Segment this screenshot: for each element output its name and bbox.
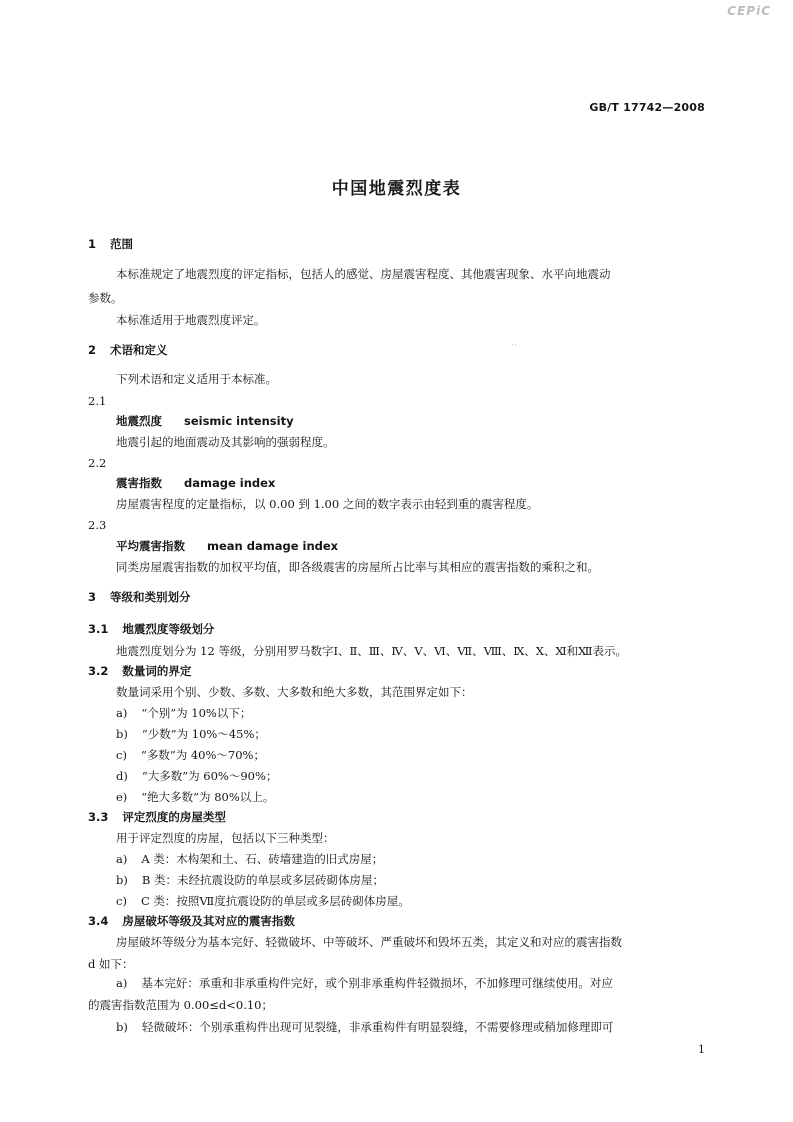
list-item: [116, 727, 266, 741]
list-label: c): [116, 894, 127, 908]
list-text: A 类：木构架和土、石、砖墙建造的旧式房屋；: [141, 852, 384, 866]
section-2-intro: 下列术语和定义适用于本标准。: [116, 372, 277, 386]
list-text: B 类：未经抗震设防的单层或多层砖砌体房屋；: [141, 873, 384, 887]
list-label: c): [116, 748, 127, 762]
clause-2-1-definition: 地震引起的地面震动及其影响的强弱程度。: [116, 435, 335, 449]
list-text: 基本完好：承重和非承重构件完好，或个别非承重构件轻微损坏，不加修理可继续使用。对应: [141, 976, 613, 990]
list-item: [116, 976, 613, 990]
section-1-paragraph-1-cont: 参数。: [88, 291, 123, 305]
list-label: b): [116, 1020, 128, 1034]
term-zh: 平均震害指数: [116, 539, 185, 553]
list-item: [116, 873, 384, 887]
clause-2-3-term: [116, 539, 338, 553]
section-2-heading: [88, 343, 168, 357]
clause-3-4-number: 3.4: [88, 914, 109, 928]
section-1-heading: [88, 237, 133, 251]
clause-3-2-intro: 数量词采用个别、少数、多数、大多数和绝大多数，其范围界定如下：: [116, 685, 473, 699]
list-text: “少数”为 10%～45%；: [141, 727, 266, 741]
clause-3-1-title: 地震烈度等级划分: [122, 622, 215, 636]
section-2-title: 术语和定义: [110, 343, 168, 357]
section-3-title: 等级和类别划分: [110, 590, 191, 604]
list-item: [116, 706, 251, 720]
clause-2-3-definition: 同类房屋震害指数的加权平均值，即各级震害的房屋所占比率与其相应的震害指数的乘积之和。: [116, 560, 599, 574]
clause-3-2-heading: [88, 664, 191, 678]
list-text: “绝大多数”为 80%以上。: [141, 790, 275, 804]
clause-3-3-intro: 用于评定烈度的房屋，包括以下三种类型：: [116, 831, 335, 845]
list-label: d): [116, 769, 128, 783]
list-label: a): [116, 852, 128, 866]
list-text: C 类：按照Ⅶ度抗震设防的单层或多层砖砌体房屋。: [140, 894, 410, 908]
section-3-number: 3: [88, 590, 97, 604]
term-zh: 震害指数: [116, 476, 162, 490]
document-title: 中国地震烈度表: [331, 179, 462, 199]
section-1-title: 范围: [110, 237, 134, 251]
term-zh: 地震烈度: [116, 414, 162, 428]
clause-3-1-number: 3.1: [88, 622, 109, 636]
stray-mark: ˋˋ: [511, 344, 518, 352]
clause-3-4-heading: [88, 914, 295, 928]
clause-3-2-title: 数量词的界定: [122, 664, 192, 678]
list-item: [116, 769, 277, 783]
list-item: [116, 852, 383, 866]
term-en: mean damage index: [207, 539, 339, 553]
clause-3-4-title: 房屋破坏等级及其对应的震害指数: [122, 914, 295, 928]
clause-2-1-number: 2.1: [88, 394, 107, 408]
term-en: seismic intensity: [184, 414, 294, 428]
section-2-number: 2: [88, 343, 97, 357]
list-item-cont: 的震害指数范围为 0.00≤d<0.10；: [88, 998, 273, 1012]
list-label: b): [116, 873, 128, 887]
section-1-paragraph-2: 本标准适用于地震烈度评定。: [116, 313, 266, 327]
clause-3-4-intro: 房屋破坏等级分为基本完好、轻微破坏、中等破坏、严重破坏和毁坏五类，其定义和对应的震害指数: [116, 935, 622, 949]
clause-3-3-title: 评定烈度的房屋类型: [122, 810, 226, 824]
clause-2-2-number: 2.2: [88, 456, 107, 470]
clause-3-3-number: 3.3: [88, 810, 109, 824]
list-item: [116, 1020, 613, 1034]
list-text: “大多数”为 60%～90%；: [141, 769, 278, 783]
clause-2-2-term: [116, 476, 275, 490]
section-3-heading: [88, 590, 191, 604]
clause-2-2-definition: 房屋震害程度的定量指标，以 0.00 到 1.00 之间的数字表示由轻到重的震害程度。: [116, 497, 539, 511]
clause-2-3-number: 2.3: [88, 518, 107, 532]
list-label: e): [116, 790, 128, 804]
list-label: b): [116, 727, 128, 741]
clause-3-1-heading: [88, 622, 214, 636]
clause-3-3-heading: [88, 810, 226, 824]
standard-number: GB/T 17742—2008: [589, 101, 705, 114]
list-item: [116, 894, 410, 908]
list-item: [116, 790, 274, 804]
page-number: 1: [698, 1043, 705, 1056]
list-text: “个别”为 10%以下；: [141, 706, 252, 720]
clause-3-4-intro-cont: d 如下：: [88, 957, 134, 971]
list-text: 轻微破坏：个别承重构件出现可见裂缝，非承重构件有明显裂缝，不需要修理或稍加修理即可: [141, 1020, 614, 1034]
list-text: “多数”为 40%～70%；: [140, 748, 265, 762]
term-en: damage index: [184, 476, 276, 490]
clause-3-1-text: 地震烈度划分为 12 等级，分别用罗马数字Ⅰ、Ⅱ、Ⅲ、Ⅳ、Ⅴ、Ⅵ、Ⅶ、Ⅷ、Ⅸ、Ⅹ、Ⅺ和Ⅻ表示。: [116, 644, 628, 658]
clause-2-1-term: [116, 414, 294, 428]
publisher-watermark: CEPiC: [727, 4, 771, 18]
list-item: [116, 748, 265, 762]
section-1-paragraph-1: 本标准规定了地震烈度的评定指标，包括人的感觉、房屋震害程度、其他震害现象、水平向地震动: [116, 267, 611, 281]
list-label: a): [116, 706, 128, 720]
list-label: a): [116, 976, 128, 990]
section-1-number: 1: [88, 237, 97, 251]
clause-3-2-number: 3.2: [88, 664, 109, 678]
